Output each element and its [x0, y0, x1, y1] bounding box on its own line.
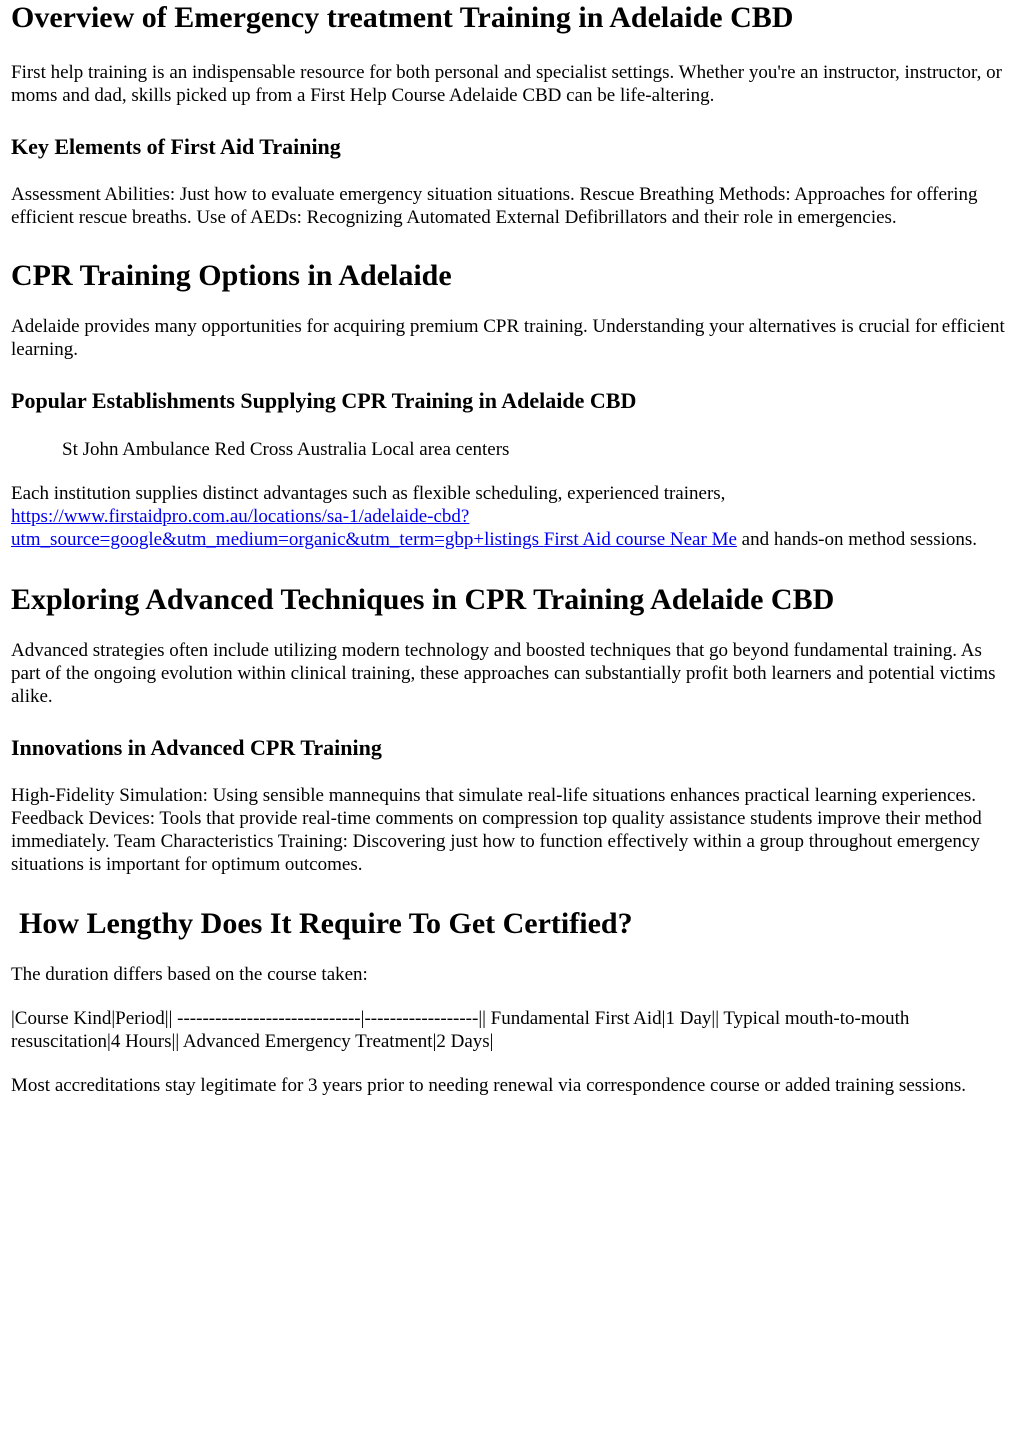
heading-certified: How Lengthy Does It Require To Get Certified? [19, 907, 633, 940]
paragraph-duration: The duration differs based on the course taken: [11, 964, 368, 985]
paragraph-institution [11, 482, 1013, 551]
heading-innovations: Innovations in Advanced CPR Training [11, 735, 382, 760]
heading-key-elements: Key Elements of First Aid Training [11, 134, 341, 159]
paragraph-advanced: Advanced strategies often include utilizing modern technology and boosted techniques that go beyond fundamental training. As part of the ongoing evolution within clinical training, these approaches can substantially profit both learners and potential victims alike. [11, 640, 996, 707]
firstaidpro-link[interactable] [11, 506, 737, 550]
paragraph-duration-table: |Course Kind|Period|| -----------------------------|------------------|| Fundamental First Aid|1 Day|| Typical mouth-to-mouth resuscitation|4 Hours|| Advanced Emergency Treatment|2 Days| [11, 1008, 910, 1052]
paragraph-accreditation: Most accreditations stay legitimate for 3 years prior to needing renewal via correspondence course or added training sessions. [11, 1075, 966, 1096]
heading-cpr-options: CPR Training Options in Adelaide [11, 259, 452, 292]
heading-establishments: Popular Establishments Supplying CPR Training in Adelaide CBD [11, 388, 637, 413]
link-url-part1: https://www.firstaidpro.com.au/locations/sa-1/adelaide-cbd? [11, 506, 470, 527]
heading-advanced: Exploring Advanced Techniques in CPR Training Adelaide CBD [11, 583, 835, 616]
paragraph-key-elements: Assessment Abilities: Just how to evaluate emergency situation situations. Rescue Breathing Methods: Approaches for offering efficient rescue breaths. Use of AEDs: Recognizing Automated External Defibrillators and their role in emergencies. [11, 184, 978, 228]
paragraph-innovations: High-Fidelity Simulation: Using sensible mannequins that simulate real-life situations enhances practical learning experiences. Feedback Devices: Tools that provide real-time comments on compression top quality assistance students improve their method immediately. Team Characteristics Training: Discovering just how to function effectively within a group throughout emergency situations is important for optimum outcomes. [11, 785, 982, 875]
heading-overview: Overview of Emergency treatment Training in Adelaide CBD [11, 1, 794, 34]
link-anchor-text: First Aid course Near Me [543, 529, 737, 550]
paragraph-institution-text-after: and hands-on method sessions. [741, 529, 978, 550]
paragraph-intro: First help training is an indispensable resource for both personal and specialist settings. Whether you're an instructor, instructor, or moms and dad, skills picked up from a First Help Course Adelaide CBD can be life-altering. [11, 62, 1002, 106]
link-url-part2: utm_source=google&utm_medium=organic&utm_term=gbp+listings [11, 529, 540, 550]
list-establishments: St John Ambulance Red Cross Australia Local area centers [62, 439, 510, 460]
paragraph-cpr-options: Adelaide provides many opportunities for acquiring premium CPR training. Understanding your alternatives is crucial for efficient learning. [11, 316, 1005, 360]
paragraph-institution-text-before: Each institution supplies distinct advantages such as flexible scheduling, experienced trainers, [11, 483, 726, 504]
